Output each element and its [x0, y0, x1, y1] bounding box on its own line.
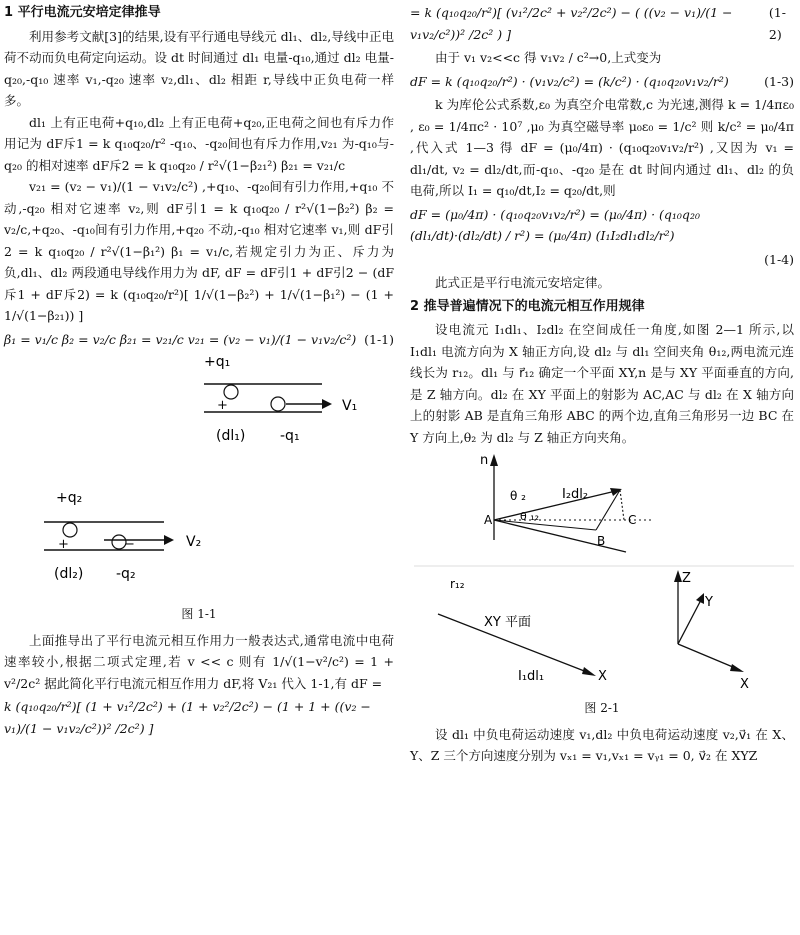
fig2-theta12-label: θ ₁₂	[520, 510, 540, 523]
right-column	[410, 0, 794, 767]
fig2-A-label: A	[484, 513, 493, 527]
fig1-dl1-label: (dl₁)	[216, 428, 246, 444]
fig2-i1dl1-label: I₁dl₁	[518, 669, 545, 684]
equation-1-2-text: = k (q₁₀q₂₀/r²)[ (v₁²/2c² + v₂²/2c²) − ( ((v₂ − v₁)/(1 − v₁v₂/c²))² /2c² ) ]	[410, 5, 733, 42]
fig2-r12-label: r₁₂	[450, 577, 465, 591]
equation-1-1-number: (1-1)	[364, 331, 394, 347]
fig1-v1-label: V₁	[342, 398, 358, 414]
projection-line-bc	[596, 490, 620, 530]
v2-arrow-head	[164, 535, 174, 545]
fig2-Z-label: Z	[682, 571, 691, 586]
fig1-v2-label: V₂	[186, 534, 202, 550]
fig2-theta2-label: θ ₂	[510, 489, 526, 503]
figure-1-1-caption: 图 1-1	[181, 607, 217, 621]
figure-2-1-drawing	[410, 448, 794, 694]
paragraph-forces: dl₁ 上有正电荷+q₁₀,dl₂ 上有正电荷+q₂₀,正电荷之间也有斥力作用记为 dF斥1 = k q₁₀q₂₀/r² -q₁₀、-q₂₀间也有斥力作用,v₂₁ 为-q₁₀与-q₂₀ 的相对速率 dF斥2 = k q₁₀q₂₀ / r²√(1−β₂₁²) β₂₁ = v₂₁/c	[4, 114, 394, 173]
fig2-B-label: B	[597, 534, 606, 548]
fig2-X1-label: X	[598, 669, 607, 684]
equation-1-3-text: dF = k (q₁₀q₂₀/r²) · (v₁v₂/c²) = (k/c²) · (q₁₀q₂₀v₁v₂/r²)	[410, 73, 729, 89]
paragraph-setup: 利用参考文献[3]的结果,设有平行通电导线元 dl₁、dl₂,导线中正电荷不动而负电荷定向运动。设 dt 时间通过 dl₁ 电量-q₁₀,通过 dl₂ 电量-q₂₀,-q₁₀ 速率 v₁,-q₂₀ 速率 v₂,dl₁、dl₂ 相距 r,导线中正负电荷一样多。	[4, 28, 394, 108]
fig2-C-label: C	[628, 513, 637, 527]
equation-1-4-text: dF = (μ₀/4π) · (q₁₀q₂₀v₁v₂/r²) = (μ₀/4π) · (q₁₀q₂₀ (dl₁/dt)·(dl₂/dt) / r²) = (μ₀/4π) (I₁I₂dl₁dl₂/r²)	[410, 206, 700, 243]
equation-expansion	[4, 696, 394, 739]
v1-arrow-head	[322, 399, 332, 409]
paragraph-constants: k 为库伦公式系数,ε₀ 为真空介电常数,c 为光速,测得 k = 1/4πε₀ , ε₀ = 1/4πc² · 10⁷ ,μ₀ 为真空磁导率 μ₀ε₀ = 1/c² 则 k/c² = μ₀/4π ,代入式 1—3 得 dF = (μ₀/4π) · (q₁₀q₂₀v₁v₂/r²) ,又因为 v₁ = dl₁/dt, v₂ = dl₂/dt,而-q₁₀、-q₂₀ 是在 dt 时间内通过 dl₁、dl₂ 的负电荷,所以 I₁ = q₁₀/dt,I₂ = q₂₀/dt,则	[410, 97, 794, 198]
fig1-plus1: +	[217, 398, 228, 413]
paragraph-general-case: 设电流元 I₁dl₁、I₂dl₂ 在空间成任一角度,如图 2—1 所示,以 I₁dl₁ 电流方向为 X 轴正方向,设 dl₂ 与 dl₁ 空间夹角 θ₁₂,两电流元连线长为 r₁₂。dl₁ 与 r⃗₁₂ 确定一个平面 XY,n 是与 XY 平面垂直的方向,是 Z 轴方向。dl₂ 在 XY 平面上的射影为 AC,AC 与 dl₂ 在 X 轴方向上的射影 AB 是直角三角形 ABC 的两个边,直角三角形另一边 BC 在 Y 方向上,θ₂ 为 dl₂ 与 Z 轴正方向夹角。	[410, 322, 794, 445]
fig1-q2-neg-label: -q₂	[116, 566, 136, 582]
fig2-xy-plane-label: XY 平面	[484, 615, 531, 630]
fig2-i2dl2-label: I₂dl₂	[562, 487, 589, 502]
fig2-X2-label: X	[740, 677, 749, 692]
z-axis-arrowhead	[674, 570, 682, 582]
fig1-plus2: +	[58, 537, 69, 552]
paragraph-velocities: 设 dl₁ 中负电荷运动速度 v₁,dl₂ 中负电荷运动速度 v₂,v⃗₁ 在 X、Y、Z 三个方向速度分别为 vₓ₁ = v₁,vₓ₁ = vᵧ₁ = 0, v⃗₂ 在 XYZ	[410, 726, 794, 763]
n-axis-arrowhead	[490, 454, 498, 466]
paragraph-approximation: 上面推导出了平行电流元相互作用力一般表达式,通常电流中电荷速率较小,根据二项式定理,若 v << c 则有 1/√(1−v²/c²) = 1 + v²/2c² 据此简化平行电流元相互作用力 dF,将 V₂₁ 代入 1-1,有 dF =	[4, 632, 394, 691]
fig2-Y-label: Y	[705, 595, 713, 610]
equation-1-4-number-row	[410, 249, 794, 271]
equation-expansion-text: k (q₁₀q₂₀/r²)[ (1 + v₁²/2c²) + (1 + v₂²/2c²) − (1 + 1 + ((v₂ − v₁)/(1 − v₁v₂/c²))² /2c²) ]	[4, 699, 371, 736]
ab-line	[494, 520, 596, 530]
fig1-minus2: −	[124, 537, 135, 552]
equation-1-4	[410, 204, 794, 247]
fig1-q1-neg-label: -q₁	[280, 428, 300, 444]
x-axis-arrowhead	[730, 664, 744, 672]
fig1-q1-top-label: +q₁	[204, 354, 231, 370]
positive-charge-1-circle	[224, 385, 238, 399]
y-axis-line	[678, 598, 702, 644]
figure-2-1-caption: 图 2-1	[584, 701, 620, 715]
equation-1-1-text: β₁ = v₁/c β₂ = v₂/c β₂₁ = v₂₁/c v₂₁ = (v₂ − v₁)/(1 − v₁v₂/c²)	[4, 331, 357, 347]
equation-1-3-number: (1-3)	[764, 73, 794, 89]
negative-charge-1-circle	[271, 397, 285, 411]
section-2-title: 2 推导普遍情况下的电流元相互作用规律	[410, 298, 645, 314]
equation-1-3	[410, 71, 794, 93]
fig1-dl2-label: (dl₂)	[54, 566, 84, 582]
paragraph-limit: 由于 v₁ v₂<<c 得 v₁v₂ / c²→0,上式变为	[435, 50, 662, 65]
fig2-n-label: n	[480, 453, 489, 468]
positive-charge-2-circle	[63, 523, 77, 537]
equation-1-2-number: (1-2)	[768, 5, 786, 42]
projection-line-c	[620, 490, 624, 520]
equation-1-4-number: (1-4)	[764, 251, 794, 267]
section-1-title: 1 平行电流元安培定律推导	[4, 5, 161, 20]
equation-1-1	[4, 329, 394, 351]
figure-2-1	[410, 448, 794, 694]
figure-1-1	[4, 352, 394, 600]
x-axis-line	[678, 644, 740, 670]
paragraph-forces-2: v₂₁ = (v₂ − v₁)/(1 − v₁v₂/c²) ,+q₁₀、-q₂₀间有引力作用,+q₁₀ 不动,-q₂₀ 相对它速率 v₂,则 dF引1 = k q₁₀q₂₀ / r²√(1−β₂²) β₂ = v₂/c,+q₂₀、-q₁₀间有引力作用,+q₂₀ 不动,-q₁₀ 相对它速率 v₁,则 dF引2 = k q₁₀q₂₀ / r²√(1−β₁²) β₁ = v₁/c,若规定引力为正、斥力为负,dl₁、dl₂ 两段通电导线作用力为 dF, dF = dF引1 + dF引2 − (dF斥1 + dF斥2) = k (q₁₀q₂₀/r²)[ 1/√(1−β₂²) + 1/√(1−β₁²) − (1 + 1/√(1−β₂₁)) ]	[4, 179, 394, 323]
fig1-q2-top-label: +q₂	[56, 490, 83, 506]
figure-1-1-drawing	[4, 352, 394, 600]
equation-1-2	[410, 2, 794, 45]
r12-line	[494, 520, 626, 552]
left-column	[4, 0, 394, 741]
paragraph-law: 此式正是平行电流元安培定律。	[435, 275, 611, 290]
i1dl1-vector-arrowhead	[582, 667, 596, 676]
